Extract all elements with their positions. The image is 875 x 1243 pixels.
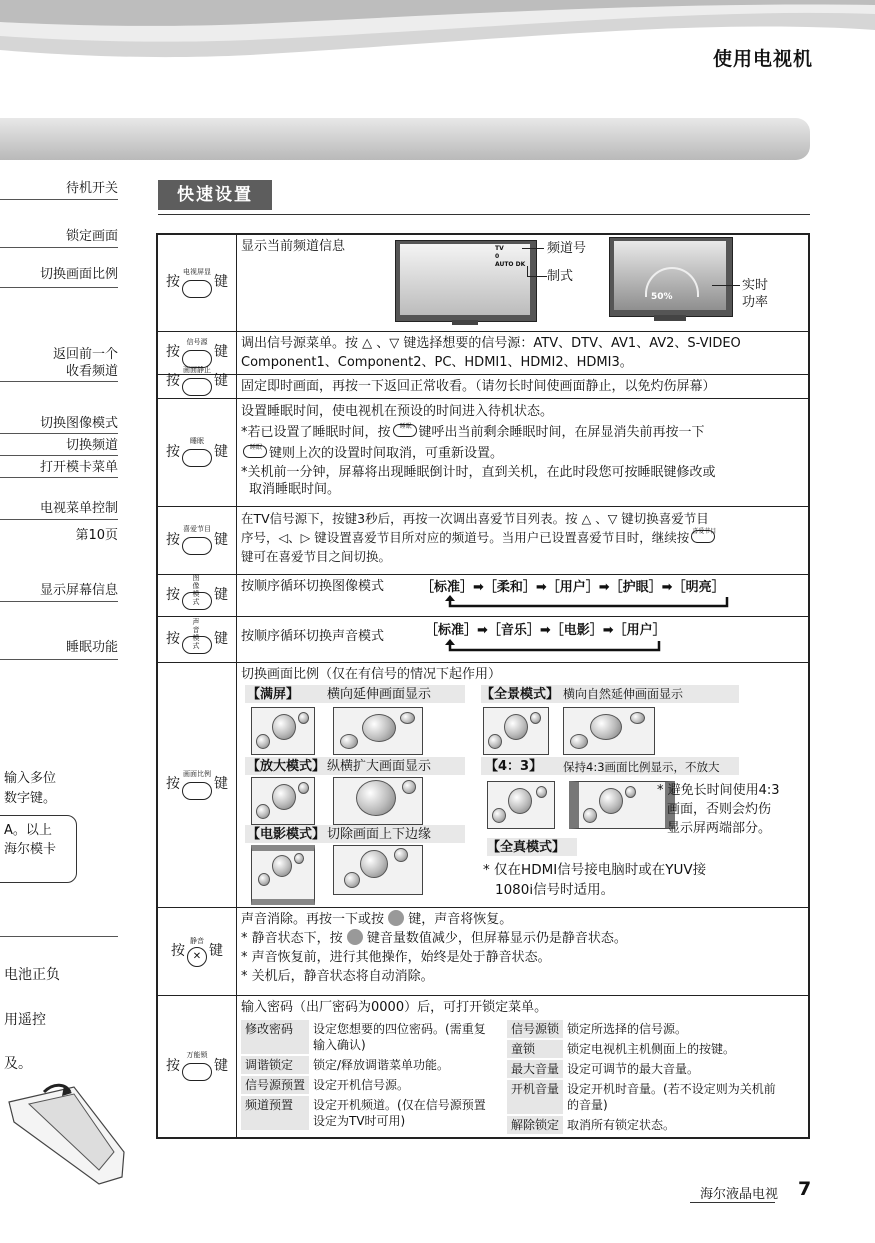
key-tag: 静音 — [190, 937, 204, 945]
lock-desc — [237, 995, 810, 1138]
sound-key-icon — [182, 618, 212, 654]
aspect-full-after — [333, 707, 423, 755]
list-item — [507, 1116, 787, 1134]
aspect-pano-after — [563, 707, 655, 755]
list-item — [241, 1076, 501, 1094]
lock-option-desc: 取消所有锁定状态。 — [567, 1117, 676, 1132]
key-cell — [157, 907, 237, 995]
aspect-movie-desc: 切除画面上下边缘 — [327, 826, 432, 842]
mute-line: * 声音恢复前，进行其他操作，始终是处于静音状态。 — [241, 949, 551, 965]
favorite-desc — [237, 506, 810, 574]
source-desc: 调出信号源菜单。按 △ 、▽ 键选择想要的信号源：ATV、DTV、AV1、AV2、S-VIDEO Component1、Component2、PC、HDMI1、HDMI2、HDMI3。 — [237, 331, 810, 374]
aspect-movie-after — [333, 845, 423, 895]
sleep-line: *若已设置了睡眠时间，按 — [241, 424, 391, 440]
aspect-zoom-after — [333, 777, 423, 825]
callout-power-2: 功率 — [742, 295, 769, 310]
mute-line: * 关机后，静音状态将自动消除。 — [241, 968, 434, 984]
aspect-pano-desc: 横向自然延伸画面显示 — [563, 686, 684, 701]
tv-power-illustration — [609, 237, 733, 329]
sidebar-fragment: 用遥控 — [4, 1012, 46, 1028]
key-tag: 声音模式 — [192, 618, 200, 650]
lock-option-label: 修改密码 — [241, 1020, 309, 1054]
lock-option-label: 信号源锁 — [507, 1020, 563, 1038]
press-label: 按 — [166, 586, 180, 603]
sidebar-item-freeze: 锁定画面 — [65, 229, 118, 244]
sleep-key-icon — [243, 445, 267, 458]
table-row — [157, 234, 809, 331]
key-tag: 画面静止 — [183, 366, 211, 374]
key-label: 键 — [214, 776, 228, 792]
sleep-desc — [237, 398, 810, 506]
up-arrow-icon: △ — [362, 335, 373, 351]
sidebar-divider — [0, 477, 118, 478]
aspect-desc — [237, 662, 810, 907]
sidebar-item-sleep: 睡眠功能 — [65, 640, 118, 655]
aspect-true-label: 【全真模式】 — [487, 839, 566, 855]
lock-options-right — [507, 1018, 787, 1136]
list-item — [241, 1020, 501, 1054]
sidebar-item-standby: 待机开关 — [65, 181, 118, 196]
footer-rule — [690, 1202, 775, 1203]
key-cell — [157, 616, 237, 662]
footer-brand: 海尔液晶电视 — [700, 1187, 779, 1202]
table-row — [157, 398, 809, 506]
table-row — [157, 374, 809, 398]
key-tag: 睡眠 — [249, 443, 262, 451]
sound-sequence: ［标准］➡［音乐］➡［电影］➡［用户］ — [425, 622, 666, 638]
key-tag: 画面比例 — [183, 769, 211, 778]
sidebar-item-card: 打开模卡菜单 — [39, 460, 118, 475]
osd-format: AUTO DK — [495, 261, 526, 268]
speaker-mute-icon: ✕ — [192, 951, 202, 962]
sidebar-item-channel: 切换频道 — [65, 438, 118, 453]
aspect-pano-label: 【全景模式】 — [481, 686, 560, 702]
lock-option-label: 解除锁定 — [507, 1116, 563, 1134]
aspect-full-desc: 横向延伸画面显示 — [327, 686, 432, 702]
callout-power: 实时 — [742, 278, 769, 293]
table-row — [157, 506, 809, 574]
key-label: 键 — [214, 531, 228, 548]
section-rule — [158, 214, 810, 215]
favorite-key-icon — [691, 527, 717, 543]
aspect-43-label: 【4：3】 — [485, 758, 543, 774]
key-cell — [157, 506, 237, 574]
aspect-zoom-desc: 纵横扩大画面显示 — [327, 758, 432, 774]
key-cell — [157, 234, 237, 331]
lock-option-label: 最大音量 — [507, 1060, 563, 1078]
picture-desc — [237, 574, 810, 616]
loop-arrow — [437, 639, 667, 655]
sidebar-divider — [0, 381, 118, 382]
press-label: 按 — [171, 942, 185, 959]
sleep-line: 键则上次的设置时间取消，可重新设置。 — [269, 445, 504, 461]
aspect-true-note: 1080i信号时适用。 — [495, 881, 615, 898]
key-tag: 电视屏显 — [183, 267, 211, 276]
aspect-zoom-label: 【放大模式】 — [247, 758, 326, 774]
display-desc — [237, 234, 810, 331]
list-item — [507, 1060, 787, 1078]
key-label: 键 — [214, 344, 228, 360]
lock-option-desc: 设定您想要的四位密码。(需重复输入确认) — [313, 1021, 486, 1052]
sleep-key-icon — [393, 424, 417, 437]
table-row — [157, 907, 809, 995]
key-tag: 图像模式 — [192, 574, 200, 606]
osd-channel: 0 — [495, 253, 500, 260]
press-label: 按 — [166, 630, 180, 647]
press-label: 按 — [166, 443, 180, 460]
lock-option-desc: 设定开机频道。(仅在信号源预置设定为TV时可用) — [313, 1097, 486, 1128]
sound-text: 按顺序循环切换声音模式 — [241, 628, 385, 644]
aspect-movie-before — [251, 845, 315, 905]
press-label: 按 — [166, 531, 180, 548]
key-tag: 万能锁 — [186, 1051, 208, 1060]
source-text: 调出信号源菜单。按 — [241, 335, 363, 351]
section-title: 快速设置 — [158, 180, 272, 210]
volume-minus-icon — [388, 910, 404, 926]
sleep-line: 设置睡眠时间，使电视机在预设的时间进入待机状态。 — [241, 403, 554, 419]
aspect-43-note: 画面，否则会灼伤 — [667, 801, 772, 817]
sleep-line: 取消睡眠时间。 — [249, 481, 341, 497]
aspect-key-icon — [182, 769, 212, 800]
table-row — [157, 616, 809, 662]
lock-option-desc: 设定开机信号源。 — [313, 1077, 410, 1092]
lock-key-icon — [182, 1051, 212, 1081]
key-tag: 睡眠 — [399, 422, 412, 430]
aspect-43-note: 显示屏两端部分。 — [667, 820, 772, 836]
favorite-line: 在TV信号源下，按键3秒后，再按一次调出喜爱节目列表。按 △ 、▽ 键切换喜爱节目 — [241, 510, 709, 526]
list-item — [507, 1020, 787, 1038]
sidebar-divider — [0, 247, 118, 248]
sidebar-fragment: 输入多位 — [4, 771, 57, 786]
sleep-line: 键呼出当前剩余睡眠时间，在屏显消失前再按一下 — [418, 424, 705, 440]
list-item — [241, 1096, 501, 1130]
list-item — [507, 1080, 787, 1114]
sidebar-item-info: 显示屏幕信息 — [39, 583, 118, 598]
key-cell — [157, 366, 237, 398]
callout-channel: 频道号 — [547, 241, 587, 256]
source-list: Component1、Component2、PC、HDMI1、HDMI2、HDMI3。 — [241, 354, 633, 370]
key-cell — [157, 995, 237, 1138]
picture-text: 按顺序循环切换图像模式 — [241, 578, 385, 594]
key-label: 键 — [209, 942, 223, 959]
display-key-icon — [182, 267, 212, 298]
aspect-zoom-before — [251, 777, 315, 825]
key-tag: 信号源 — [186, 337, 208, 346]
sidebar-item-menu: 电视菜单控制 — [39, 501, 118, 516]
sidebar-fragment: A。以上 — [4, 823, 52, 838]
sidebar-item-page: 第10页 — [75, 528, 118, 543]
press-label: 按 — [166, 372, 180, 389]
sleep-line: *关机前一分钟，屏幕将出现睡眠倒计时，直到关机，在此时段您可按睡眠键修改或 — [241, 464, 716, 480]
sidebar-fragment: 海尔模卡 — [4, 842, 57, 857]
key-cell — [157, 574, 237, 616]
sidebar-item-picture: 切换图像模式 — [39, 416, 118, 431]
key-label: 键 — [214, 372, 228, 389]
lock-options-left — [241, 1018, 501, 1132]
table-row — [157, 331, 809, 374]
key-tag: 睡眠 — [190, 437, 204, 445]
mute-desc — [237, 907, 810, 995]
remote-battery-illustration — [4, 1082, 129, 1187]
mute-line: 声音消除。再按一下或按 — [241, 911, 389, 927]
press-label: 按 — [166, 344, 180, 360]
gauge-value: 50% — [651, 292, 673, 302]
lock-option-desc: 设定开机时音量。(若不设定则为关机前的音量) — [567, 1081, 776, 1112]
source-text-2: 键选择想要的信号源：ATV、DTV、AV1、AV2、S-VIDEO — [399, 335, 741, 351]
freeze-key-icon — [182, 366, 212, 396]
favorite-key-icon — [182, 525, 212, 555]
sidebar-divider — [0, 519, 118, 520]
mute-line: 键音量数值减少，但屏幕显示仍是静音状态。 — [362, 930, 627, 946]
favorite-line: 键可在喜爱节目之间切换。 — [241, 548, 392, 564]
key-label: 键 — [214, 630, 228, 647]
key-cell — [157, 662, 237, 907]
sidebar-divider — [0, 287, 118, 288]
picture-key-icon — [182, 574, 212, 610]
display-text: 显示当前频道信息 — [241, 239, 346, 254]
header-band — [0, 118, 810, 160]
sidebar-divider — [0, 659, 118, 660]
key-label: 键 — [214, 1057, 228, 1074]
picture-sequence: ［标准］➡［柔和］➡［用户］➡［护眼］➡［明亮］ — [421, 579, 725, 595]
tv-osd-illustration — [395, 240, 537, 326]
key-cell — [157, 398, 237, 506]
aspect-43-before — [487, 781, 555, 829]
lock-option-label: 童锁 — [507, 1040, 563, 1058]
aspect-pano-before — [483, 707, 549, 755]
aspect-full-label: 【满屏】 — [247, 686, 300, 702]
sidebar-fragment: 数字键。 — [4, 791, 57, 806]
mute-key-icon — [187, 937, 207, 967]
lock-option-label: 开机音量 — [507, 1080, 563, 1114]
sidebar-divider — [0, 199, 118, 200]
page-number: 7 — [798, 1178, 812, 1200]
aspect-43-desc: 保持4:3画面比例显示，不放大 — [563, 759, 720, 774]
freeze-desc: 固定即时画面，再按一下返回正常收看。（请勿长时间使画面静止，以免灼伤屏幕） — [237, 374, 810, 398]
down-arrow-icon: ▽ — [389, 335, 400, 351]
source-key-icon — [182, 337, 212, 368]
aspect-movie-label: 【电影模式】 — [247, 826, 326, 842]
sidebar-divider — [0, 601, 118, 602]
key-tag: 喜爱节目 — [183, 525, 211, 533]
press-label: 按 — [166, 1057, 180, 1074]
loop-arrow — [437, 595, 737, 611]
sidebar-fragment: 及。 — [4, 1056, 32, 1072]
key-label: 键 — [214, 443, 228, 460]
aspect-full-before — [251, 707, 315, 755]
lock-option-label: 信号源预置 — [241, 1076, 309, 1094]
sidebar-item-recall-2: 收看频道 — [65, 364, 118, 379]
press-label: 按 — [166, 274, 180, 291]
sidebar-fragment: 电池正负 — [4, 967, 60, 983]
sleep-key-icon — [182, 437, 212, 467]
lock-option-desc: 锁定电视机主机侧面上的按键。 — [567, 1041, 736, 1056]
sidebar-item-aspect: 切换画面比例 — [39, 267, 118, 282]
table-row — [157, 995, 809, 1138]
lock-option-label: 调谐锁定 — [241, 1056, 309, 1074]
sidebar-divider — [0, 936, 118, 937]
volume-minus-icon — [347, 929, 363, 945]
table-row — [157, 574, 809, 616]
key-label: 键 — [214, 586, 228, 603]
press-label: 按 — [166, 776, 180, 792]
chapter-title: 使用电视机 — [712, 48, 813, 70]
quick-settings-table — [156, 233, 810, 1139]
list-item — [507, 1040, 787, 1058]
aspect-intro: 切换画面比例（仅在有信号的情况下起作用） — [241, 666, 502, 682]
mute-line: 键，声音将恢复。 — [404, 911, 513, 927]
lock-option-desc: 锁定所选择的信号源。 — [567, 1021, 688, 1036]
table-row — [157, 662, 809, 907]
mute-line: * 静音状态下，按 — [241, 930, 347, 946]
lock-option-desc: 设定可调节的最大音量。 — [567, 1061, 700, 1076]
sidebar-divider — [0, 455, 118, 456]
aspect-true-note: * 仅在HDMI信号接电脑时或在YUV接 — [483, 861, 707, 878]
sound-desc — [237, 616, 810, 662]
sidebar-divider — [0, 433, 118, 434]
favorite-line: 序号，◁、▷ 键设置喜爱节目所对应的频道号。当用户已设置喜爱节目时，继续按 — [241, 529, 690, 545]
callout-format: 制式 — [547, 269, 574, 284]
sidebar-item-recall: 返回前一个 — [52, 347, 118, 362]
aspect-43-note: * 避免长时间使用4:3 — [657, 782, 780, 798]
osd-source: TV — [495, 245, 504, 252]
key-label: 键 — [214, 274, 228, 291]
lock-option-desc: 锁定/释放调谐菜单功能。 — [313, 1057, 450, 1072]
key-tag: 喜爱节目 — [692, 527, 717, 535]
lock-option-label: 频道预置 — [241, 1096, 309, 1130]
lock-intro: 输入密码（出厂密码为0000）后，可打开锁定菜单。 — [241, 999, 548, 1015]
list-item — [241, 1056, 501, 1074]
